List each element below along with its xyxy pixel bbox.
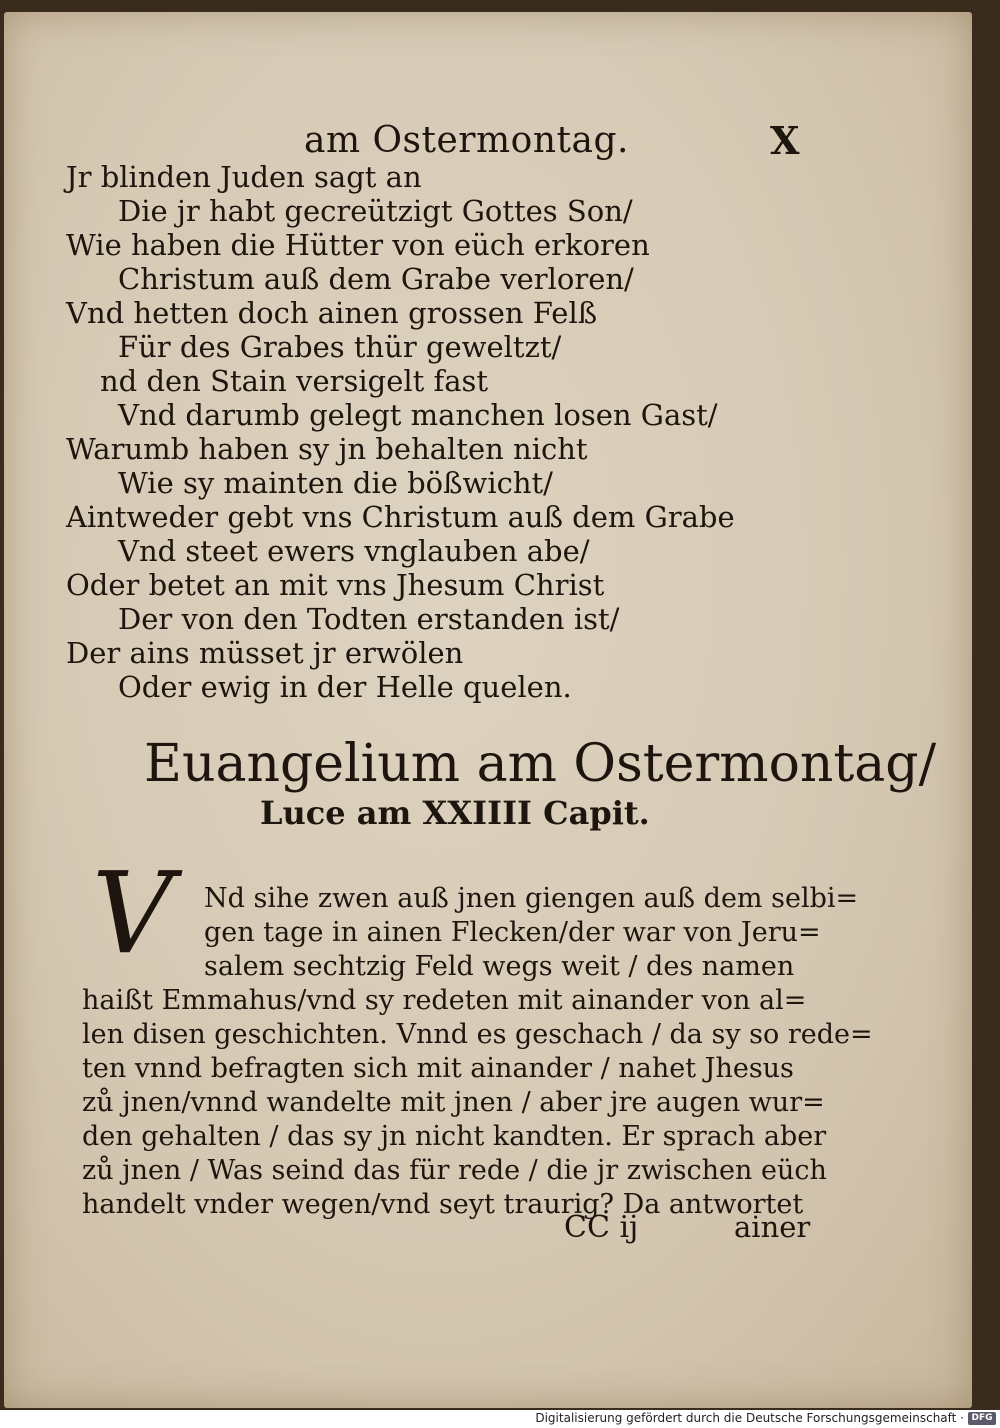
- poem-line: Oder betet an mit vns Jhesum Christ: [66, 568, 605, 602]
- text-line: gen tage in ainen Flecken/der war von Jeru=: [204, 917, 821, 948]
- signature-mark: CC ij: [564, 1210, 639, 1245]
- text-line: Nd sihe zwen auß jnen giengen auß dem selbi=: [204, 883, 859, 914]
- book-page: [4, 12, 972, 1408]
- folio-number: X: [770, 118, 800, 163]
- poem-line: Oder ewig in der Helle quelen.: [118, 670, 572, 704]
- decorated-initial: V: [92, 849, 173, 979]
- footer-credit: Digitalisierung gefördert durch die Deutsche Forschungsgemeinschaft ·: [535, 1411, 964, 1425]
- poem-line: Wie sy mainten die bößwicht/: [118, 466, 553, 500]
- text-line: haißt Emmahus/vnd sy redeten mit ainander von al=: [82, 985, 807, 1016]
- poem-line: Der von den Todten erstanden ist/: [118, 602, 620, 636]
- poem-line: Für des Grabes thür geweltzt/: [118, 330, 562, 364]
- text-line: handelt vnder wegen/vnd seyt traurig? Da antwortet: [82, 1189, 804, 1220]
- section-subheading: Luce am XXIIII Capit.: [260, 794, 650, 832]
- poem-line: Warumb haben sy jn behalten nicht: [66, 432, 588, 466]
- poem-line: Die jr habt gecreützigt Gottes Son/: [118, 194, 633, 228]
- catchword: ainer: [734, 1210, 811, 1244]
- text-line: zů jnen / Was seind das für rede / die jr zwischen eüch: [82, 1155, 827, 1186]
- dfg-logo-icon: DFG: [968, 1412, 996, 1425]
- text-line: salem sechtzig Feld wegs weit / des namen: [204, 951, 795, 982]
- section-heading: Euangelium am Ostermontag/: [144, 734, 937, 794]
- text-line: len disen geschichten. Vnnd es geschach / da sy so rede=: [82, 1019, 873, 1050]
- poem-line: Der ains müsset jr erwölen: [66, 636, 464, 670]
- text-line: ten vnnd befragten sich mit ainander / nahet Jhesus: [82, 1053, 794, 1084]
- footer-bar: [0, 1410, 1000, 1428]
- poem-line: Vnd steet ewers vnglauben abe/: [118, 534, 590, 568]
- poem-line: Vnd darumb gelegt manchen losen Gast/: [118, 398, 718, 432]
- poem-line: Jr blinden Juden sagt an: [66, 160, 422, 194]
- text-line: zů jnen/vnnd wandelte mit jnen / aber jre augen wur=: [82, 1087, 825, 1118]
- poem-line: nd den Stain versigelt fast: [100, 364, 489, 398]
- poem-line: Vnd hetten doch ainen grossen Felß: [66, 296, 598, 330]
- poem-line: Wie haben die Hütter von eüch erkoren: [66, 228, 650, 262]
- poem-line: Christum auß dem Grabe verloren/: [118, 262, 634, 296]
- text-line: den gehalten / das sy jn nicht kandten. Er sprach aber: [82, 1121, 827, 1152]
- running-title: am Ostermontag.: [304, 120, 629, 161]
- poem-line: Aintweder gebt vns Christum auß dem Grabe: [66, 500, 735, 534]
